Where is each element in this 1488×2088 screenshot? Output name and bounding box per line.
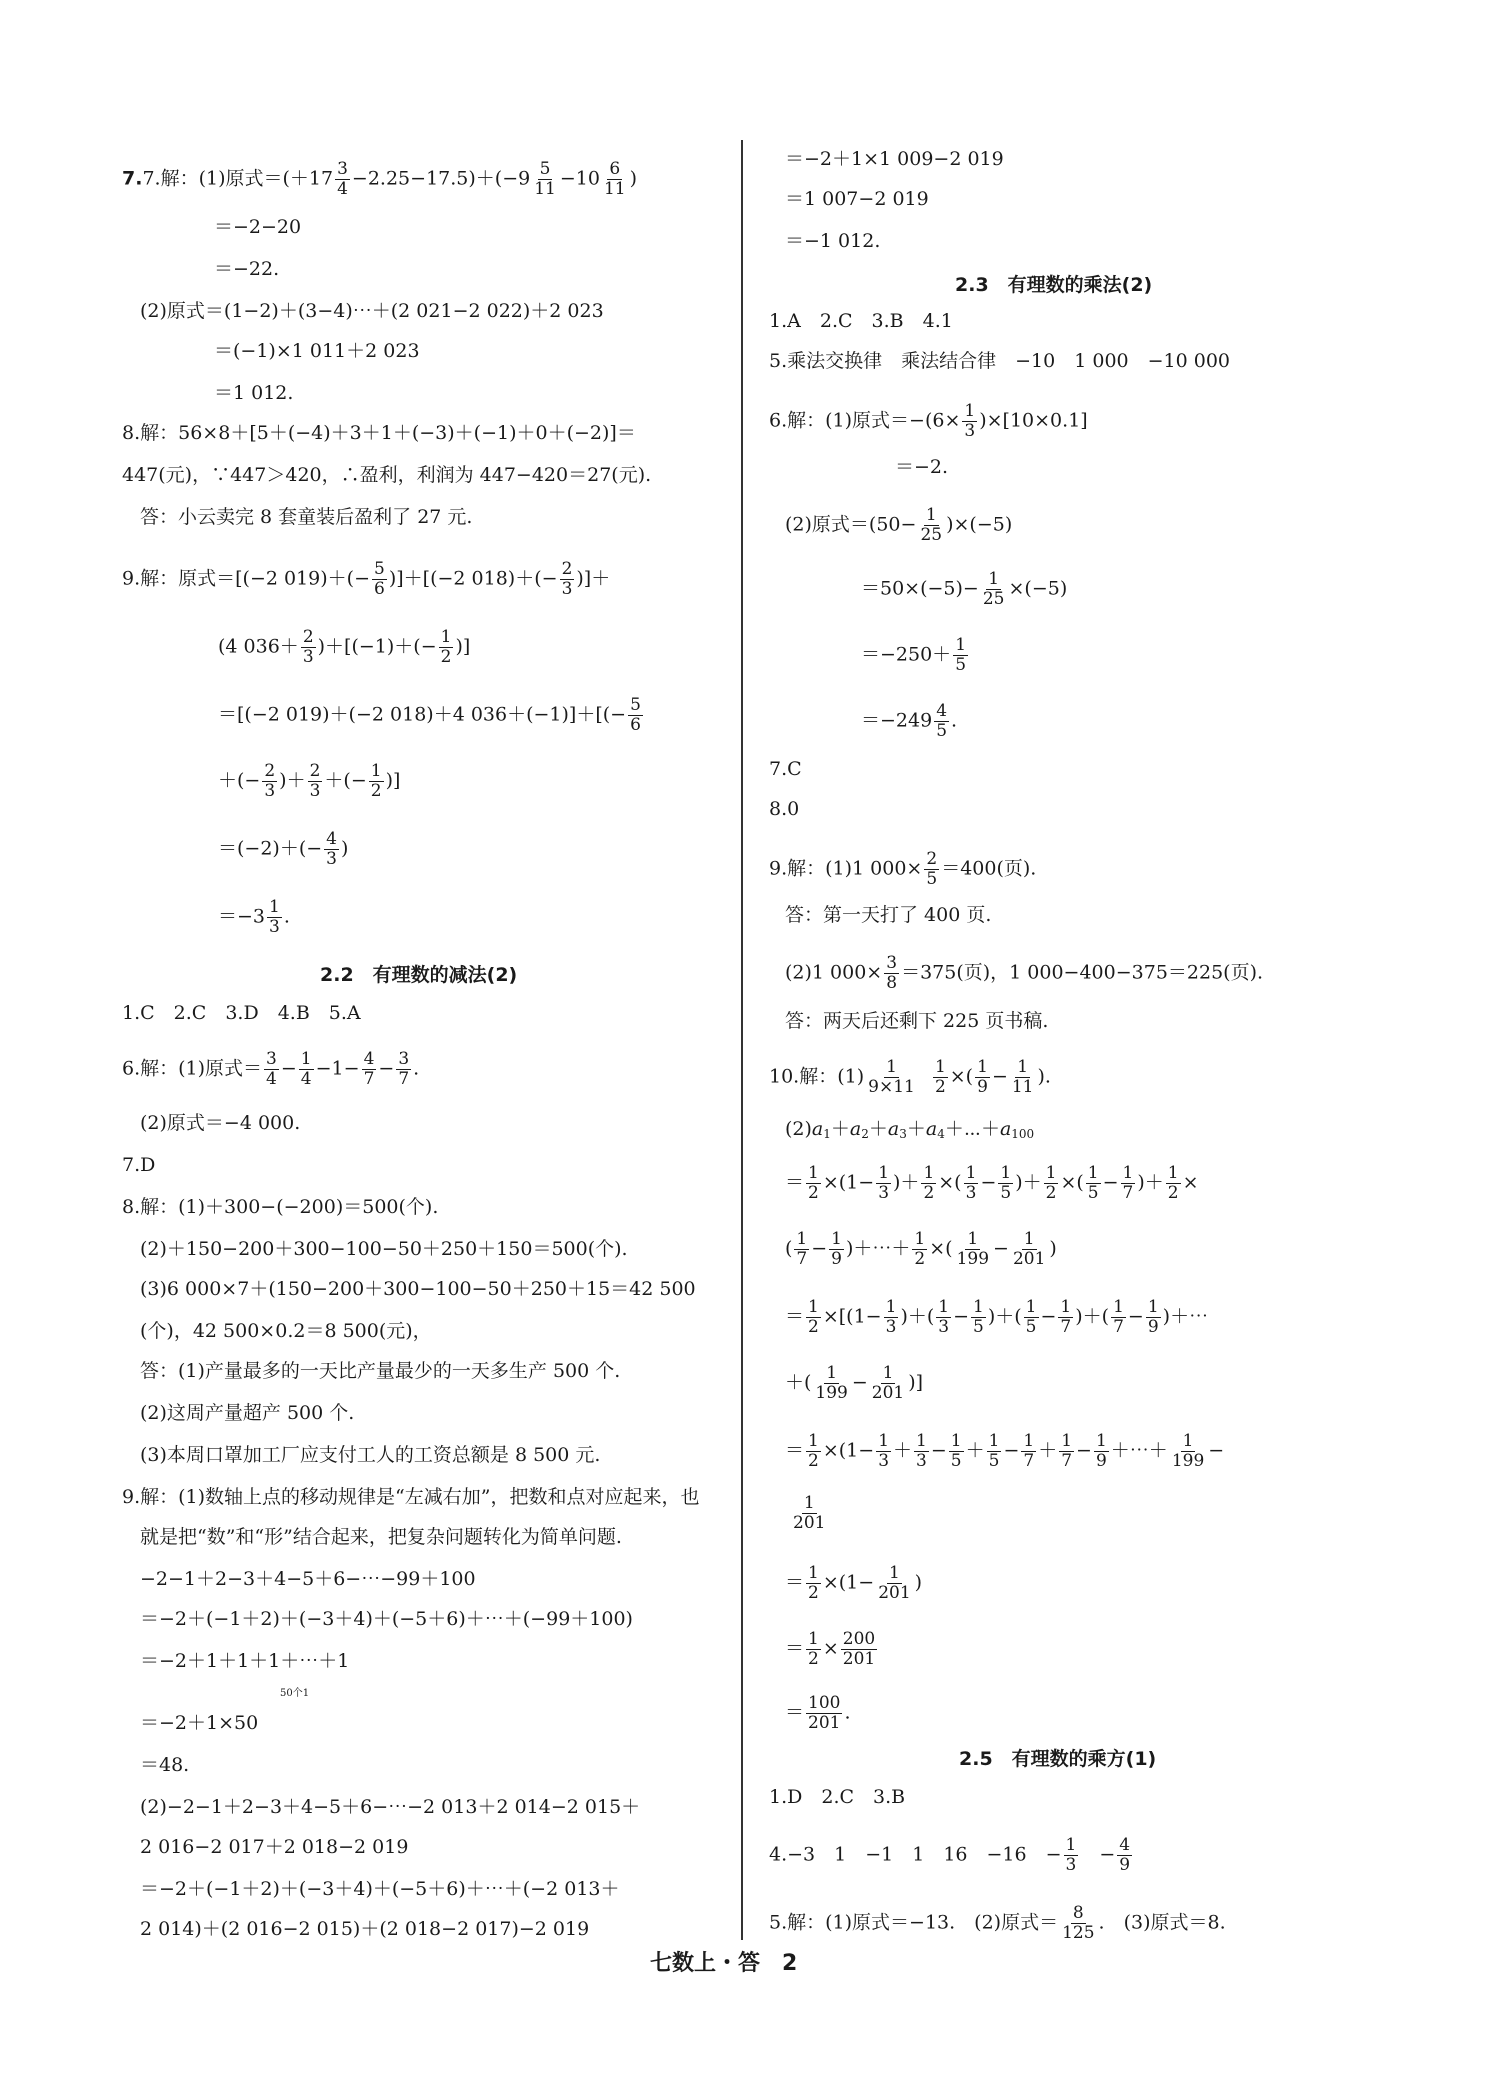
s23-q10-3: ＝ $\frac{1}{2}$ ×(1− $\frac{1}{3}$ )＋ $\frac{1}{2}$ ×( $\frac{1}{3}$ − $\frac{1}{5}$ )＋ $\frac{1}{2}$ ×( $\frac{1}{5}$ − $\frac{1}{7}$ )＋ $\frac{1}{2}$ × bbox=[785, 1163, 1199, 1203]
s23-q6-3: (2)原式＝(50− $\frac{1}{25}$ )×(−5) bbox=[785, 505, 1013, 545]
s22-q7: 7.D bbox=[122, 1154, 156, 1176]
s23-q10-4: ( $\frac{1}{7}$ − $\frac{1}{9}$ )＋⋯＋ $\frac{1}{2}$ ×( $\frac{1}{199}$ − $\frac{1}{201}$ ) bbox=[785, 1229, 1057, 1269]
q9-line4: ＋(− $\frac{2}{3}$ )＋ $\frac{2}{3}$ ＋(− $\frac{1}{2}$ )] bbox=[218, 761, 401, 801]
q7-line3: ＝−22. bbox=[214, 258, 280, 280]
fraction: $\frac{3}{4}$ bbox=[337, 159, 348, 199]
s22-q9-11: 2 014)＋(2 016−2 015)＋(2 018−2 017)−2 019 bbox=[140, 1918, 590, 1940]
s22-q9-6: ＝−2＋1×50 bbox=[140, 1712, 259, 1734]
s23-q9-4: 答：两天后还剩下 225 页书稿. bbox=[785, 1010, 1049, 1032]
s23-q6-2: ＝−2. bbox=[895, 456, 949, 478]
s23-q10-6: ＋( $\frac{1}{199}$ − $\frac{1}{201}$ )] bbox=[785, 1363, 924, 1403]
s22-q8-4: (个)，42 500×0.2＝8 500(元)， bbox=[140, 1320, 432, 1342]
q9-line5: ＝(−2)＋(− $\frac{4}{3}$ ) bbox=[218, 829, 349, 869]
s23-q10-5: ＝ $\frac{1}{2}$ ×[(1− $\frac{1}{3}$ )＋( $\frac{1}{3}$ − $\frac{1}{5}$ )＋( $\frac{1}{5}$ − $\frac{1}{7}$ )＋( $\frac{1}{7}$ − $\frac{1}{9}$ )＋⋯ bbox=[785, 1297, 1209, 1337]
s22-q9-5: ＝−2＋1＋1＋1＋⋯＋1 bbox=[140, 1650, 350, 1672]
s23-q6-4: ＝50×(−5)− $\frac{1}{25}$ ×(−5) bbox=[861, 569, 1068, 609]
s25-q1-3: 1.D 2.C 3.B bbox=[769, 1786, 906, 1808]
s23-q10-10: ＝ $\frac{1}{2}$ × $\frac{200}{201}$ bbox=[785, 1629, 876, 1669]
s25-q5: 5.解：(1)原式＝−13. (2)原式＝ $\frac{8}{125}$ . (3)原式＝8. bbox=[769, 1903, 1226, 1943]
brace-label: 50个1 bbox=[280, 1688, 310, 1699]
s23-q10-9: ＝ $\frac{1}{2}$ ×(1− $\frac{1}{201}$ ) bbox=[785, 1563, 923, 1603]
s22-q8-6: (2)这周产量超产 500 个. bbox=[140, 1402, 355, 1424]
q9-line6: ＝−3 $\frac{1}{3}$ . bbox=[218, 897, 290, 937]
s23-q5: 5.乘法交换律 乘法结合律 −10 1 000 −10 000 bbox=[769, 350, 1231, 372]
s22-q1-5: 1.C 2.C 3.D 4.B 5.A bbox=[122, 1002, 361, 1024]
s22-q9-8: (2)−2−1＋2−3＋4−5＋6−⋯−2 013＋2 014−2 015＋ bbox=[140, 1796, 641, 1818]
q7-line2: ＝−2−20 bbox=[214, 216, 302, 238]
s22-q9-3: −2−1＋2−3＋4−5＋6−⋯−99＋100 bbox=[140, 1568, 476, 1590]
s23-q10-1: 10.解：(1) $\frac{1}{9\times 11}$ $\frac{1}{2}$ ×( $\frac{1}{9}$ − $\frac{1}{11}$ ). bbox=[769, 1057, 1051, 1097]
s23-q8: 8.0 bbox=[769, 798, 800, 820]
s23-q9-3: (2)1 000× $\frac{3}{8}$ ＝375(页)，1 000−400−375＝225(页). bbox=[785, 953, 1264, 993]
s22-q9-10: ＝−2＋(−1＋2)＋(−3＋4)＋(−5＋6)＋⋯＋(−2 013＋ bbox=[140, 1878, 620, 1900]
s23-q9-1: 9.解：(1)1 000× $\frac{2}{5}$ ＝400(页). bbox=[769, 849, 1037, 889]
section-2-3-title: 2.3 有理数的乘法(2) bbox=[955, 274, 1153, 296]
s23-q9-2: 答：第一天打了 400 页. bbox=[785, 904, 992, 926]
s22-q6-1: 6.解：(1)原式＝ $\frac{3}{4}$ − $\frac{1}{4}$ −1− $\frac{4}{7}$ − $\frac{3}{7}$ . bbox=[122, 1049, 420, 1089]
s23-q1-4: 1.A 2.C 3.B 4.1 bbox=[769, 310, 953, 332]
s23-q10-2: $(2)a_1+a_2+a_3+a_4+\cdots+a_{100}$ bbox=[785, 1118, 1035, 1141]
section-2-5-title: 2.5 有理数的乘方(1) bbox=[959, 1748, 1157, 1770]
column-divider bbox=[741, 140, 743, 1940]
page-footer: 七数上・答 2 bbox=[650, 1951, 798, 1976]
q7-line4: (2)原式＝(1−2)＋(3−4)⋯＋(2 021−2 022)＋2 023 bbox=[140, 300, 604, 322]
q8-answer: 答：小云卖完 8 套童装后盈利了 27 元. bbox=[140, 506, 473, 528]
q7-line1: 7.7.解：(1)原式＝(＋17 $\frac{3}{4}$ −2.25−17.5)＋(−9 $\frac{5}{11}$ −10 $\frac{6}{11}$ ) bbox=[122, 159, 638, 199]
r-line2: ＝1 007−2 019 bbox=[785, 188, 929, 210]
s22-q9-9: 2 016−2 017＋2 018−2 019 bbox=[140, 1836, 409, 1858]
s23-q6-6: ＝−249 $\frac{4}{5}$ . bbox=[861, 701, 958, 741]
s22-q9-7: ＝48. bbox=[140, 1754, 190, 1776]
s23-q6-5: ＝−250＋ $\frac{1}{5}$ bbox=[861, 635, 967, 675]
s22-q9-1: 9.解：(1)数轴上点的移动规律是“左减右加”，把数和点对应起来，也 bbox=[122, 1486, 700, 1508]
s23-q10-7: ＝ $\frac{1}{2}$ ×(1− $\frac{1}{3}$ ＋ $\frac{1}{3}$ − $\frac{1}{5}$ ＋ $\frac{1}{5}$ − $\frac{1}{7}$ ＋ $\frac{1}{7}$ − $\frac{1}{9}$ ＋⋯＋ $\frac{1}{199}$ − bbox=[785, 1431, 1225, 1471]
q7-line5: ＝(−1)×1 011＋2 023 bbox=[214, 340, 420, 362]
s22-q8-2: (2)＋150−200＋300−100−50＋250＋150＝500(个). bbox=[140, 1238, 628, 1260]
q9-line1: 9.解：原式＝[(−2 019)＋(− $\frac{5}{6}$ )]＋[(−2 018)＋(− $\frac{2}{3}$ )]＋ bbox=[122, 559, 611, 599]
section-2-2-title: 2.2 有理数的减法(2) bbox=[320, 964, 518, 986]
s22-q8-3: (3)6 000×7＋(150−200＋300−100−50＋250＋15＝42 500 bbox=[140, 1278, 696, 1300]
q8-line1: 8.解：56×8＋[5＋(−4)＋3＋1＋(−3)＋(−1)＋0＋(−2)]＝ bbox=[122, 422, 636, 444]
s23-q10-8: $\frac{1}{201}$ bbox=[793, 1493, 826, 1533]
s23-q6-1: 6.解：(1)原式＝−(6× $\frac{1}{3}$ )×[10×0.1] bbox=[769, 401, 1088, 441]
q9-line3: ＝[(−2 019)＋(−2 018)＋4 036＋(−1)]＋[(− $\frac{5}{6}$ bbox=[218, 695, 641, 735]
q9-line2: (4 036＋ $\frac{2}{3}$ )＋[(−1)＋(− $\frac{1}{2}$ )] bbox=[218, 627, 471, 667]
s22-q8-7: (3)本周口罩加工厂应支付工人的工资总额是 8 500 元. bbox=[140, 1444, 601, 1466]
q8-line2: 447(元)，∵447＞420，∴盈利，利润为 447−420＝27(元). bbox=[122, 464, 652, 486]
s23-q7: 7.C bbox=[769, 758, 802, 780]
s22-q8-1: 8.解：(1)＋300−(−200)＝500(个). bbox=[122, 1196, 439, 1218]
s22-q9-4: ＝−2＋(−1＋2)＋(−3＋4)＋(−5＋6)＋⋯＋(−99＋100) bbox=[140, 1608, 633, 1630]
q7-line6: ＝1 012. bbox=[214, 382, 294, 404]
s23-q10-11: ＝ $\frac{100}{201}$ . bbox=[785, 1693, 851, 1733]
s25-q4: 4.−3 1 −1 1 16 −16 − $\frac{1}{3}$ − $\frac{4}{9}$ bbox=[769, 1835, 1131, 1875]
s22-q6-2: (2)原式＝−4 000. bbox=[140, 1112, 301, 1134]
s22-q9-2: 就是把“数”和“形”结合起来，把复杂问题转化为简单问题. bbox=[140, 1526, 622, 1548]
r-line1: ＝−2＋1×1 009−2 019 bbox=[785, 148, 1004, 170]
s22-q8-5: 答：(1)产量最多的一天比产量最少的一天多生产 500 个. bbox=[140, 1360, 621, 1382]
r-line3: ＝−1 012. bbox=[785, 230, 881, 252]
